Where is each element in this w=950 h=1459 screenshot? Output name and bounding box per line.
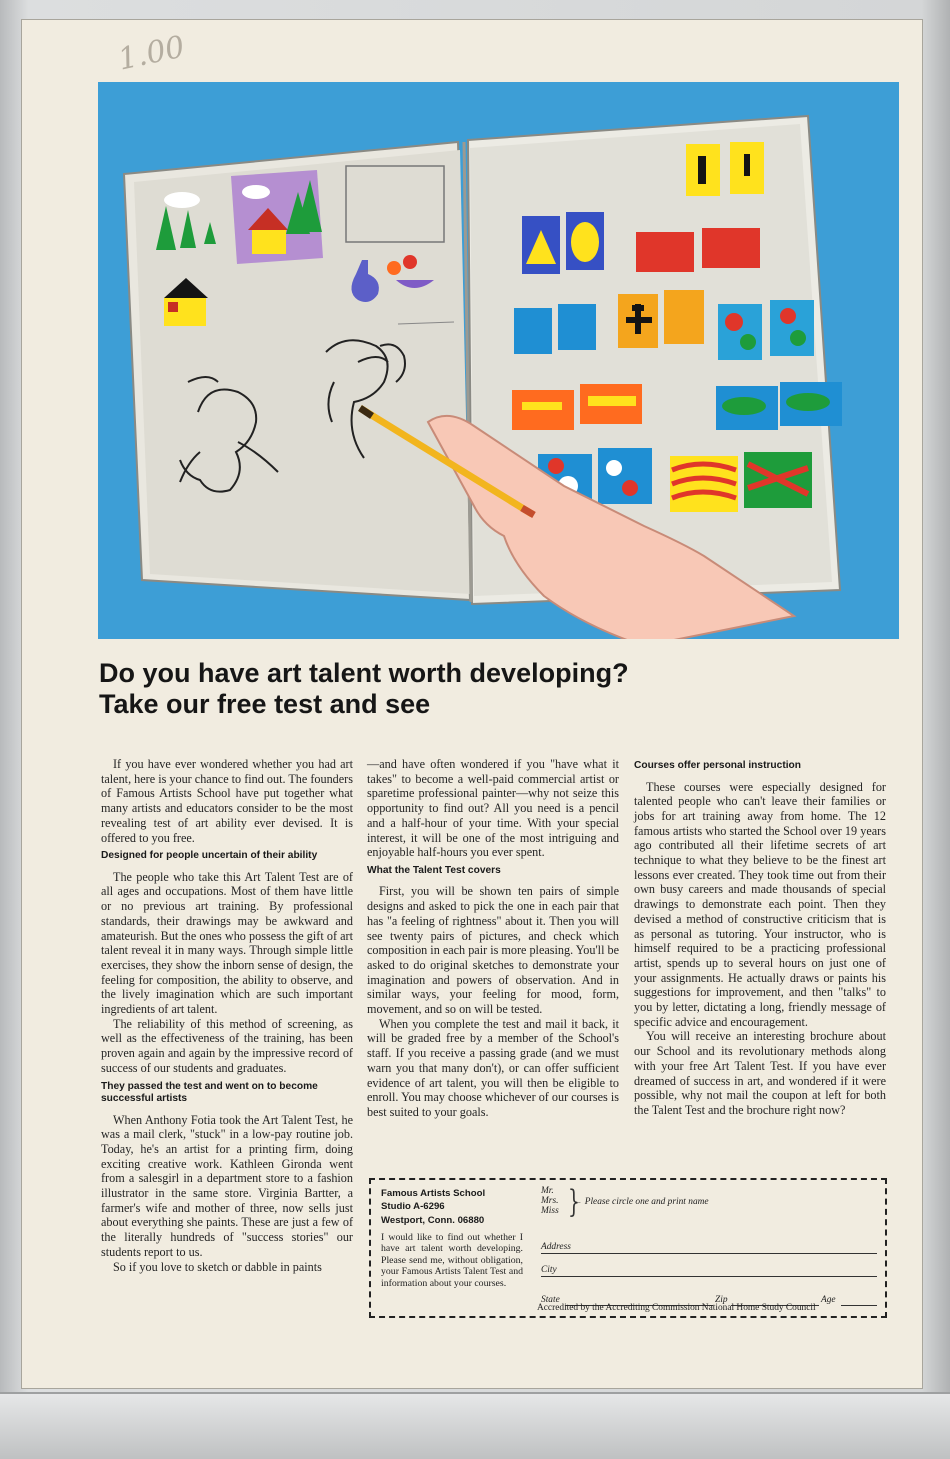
subheading: What the Talent Test covers: [367, 864, 501, 876]
title-miss: Miss: [541, 1206, 559, 1216]
title-mr: Mr.: [541, 1186, 554, 1196]
paragraph: The reliability of this method of screening, as well as the effectiveness of the training, has been proven again and again by the impressive record of success of our students and graduates.: [101, 1016, 353, 1075]
subheading: Designed for people uncertain of their ability: [101, 850, 318, 862]
circle-instruction: ← Please circle one and print name: [573, 1197, 709, 1207]
brace-glyph: }: [567, 1184, 580, 1220]
state-label: State: [541, 1295, 560, 1305]
coupon-request-text: I would like to find out whether I have art talent worth developing. Please send me, without obligation, your Famous Artists Talent Test and information about your courses.: [381, 1232, 523, 1289]
body-column-3: [634, 757, 886, 1118]
city-label: City: [541, 1265, 560, 1275]
address-label: Address: [541, 1242, 574, 1252]
paragraph: When you complete the test and mail it back, it will be graded free by a member of the School's staff. If you receive a passing grade (and we must warn you that many don't), or can offer sufficient evidence of art talent, you will then be eligible to enroll. You may choose whichever of our courses is best suited to your goals.: [367, 1016, 619, 1119]
age-label: Age: [821, 1295, 836, 1305]
body-column-1: [101, 757, 353, 1274]
zip-label: Zip: [715, 1295, 728, 1305]
age-field: [841, 1305, 877, 1306]
paragraph: These courses were especially designed for talented people who can't leave their families or jobs for art training away from home. The 12 famous artists who started the School over 19 years ago contributed all their lifetime secrets of art technique to what they believe to be the finest art lessons ever created. They took time out from their own busy careers and made thousands of special drawings to demonstrate each point. Then they devised a method of constructive criticism that is as personal as tutoring. Your instructor, who is himself required to be a practicing professional artist, spends up to several hours on just one of your assignments. He actually draws or paints his suggestions for improvement, and then "talks" to you by letter, dictating a long, friendly message of specific advice and encouragement.: [634, 779, 886, 1029]
school-name: Famous Artists School: [381, 1188, 486, 1199]
art-test-illustration: [98, 82, 899, 639]
paragraph: —and have often wondered if you "have what it takes" to become a well-paid commercial artist or sparetime professional painter—why not seize this opportunity to find out? All you need is a pencil and a half-hour of your time. With your special interest, it will be one of the most intriguing and enjoyable half-hours you ever spent.: [367, 757, 619, 860]
paragraph: You will receive an interesting brochure about our School and its revolutionary methods along with your free Art Talent Test. If you have ever dreamed of success in art, and wondered if it were possible, why not mail the coupon at left for both the Talent Test and the brochure right now?: [634, 1029, 886, 1117]
studio-number: Studio A-6296: [381, 1201, 445, 1213]
body-column-2: [367, 757, 619, 1120]
open-test-booklet-drawing: [98, 82, 899, 639]
headline: [99, 658, 629, 720]
subheading: Courses offer personal instruction: [634, 760, 801, 771]
pencil-price-note: 1.00: [115, 29, 188, 78]
mail-in-coupon: [369, 1178, 887, 1318]
school-address: [381, 1187, 485, 1227]
city-field: [541, 1265, 877, 1277]
headline-line-2: Take our free test and see: [99, 689, 431, 719]
school-city: Westport, Conn. 06880: [381, 1214, 485, 1226]
title-options: [541, 1186, 559, 1216]
accreditation-note: Accredited by the Accrediting Commission National Home Study Council: [537, 1303, 816, 1313]
paragraph: If you have ever wondered whether you had art talent, here is your chance to find out. The founders of Famous Artists School have put together what many artists and educators consider to be the most revealing test of art ability ever devised. It is offered to you free.: [101, 757, 353, 845]
slab-case-bottom-edge: [0, 1392, 950, 1459]
paragraph: First, you will be shown ten pairs of simple designs and asked to pick the one in each pair that has "a feeling of rightness" about it. Then you will see twenty pairs of pictures, and check which composition in each pair is more pleasing. You'll be asked to do original sketches to demonstrate your imagination and powers of observation. And in similar ways, your feeling for mood, form, movement, and so on will be tested.: [367, 884, 620, 1017]
address-field: [541, 1242, 877, 1254]
paragraph: When Anthony Fotia took the Art Talent Test, he was a mail clerk, "stuck" in a low-pay routine job. Today, he's an artist for a printing firm, doing exciting creative work. Kathleen Gironda went from a salesgirl in a department store to a fashion illustrator in the same store. Virginia Bartter, a farmer's wife and mother of three, now sells just about everything she paints. These are just a few of the literally hundreds of "success stories" our students report to us.: [101, 1112, 353, 1259]
paragraph: So if you love to sketch or dabble in paints: [113, 1259, 322, 1274]
headline-line-1: Do you have art talent worth developing?: [99, 658, 629, 688]
subheading: They passed the test and went on to become successful artists: [101, 1080, 318, 1105]
title-mrs: Mrs.: [541, 1196, 559, 1206]
paragraph: The people who take this Art Talent Test are of all ages and occupations. Most of them have little or no previous art training. By professional standards, their drawings may be awkward and amateurish. But the ones who possess the gift of art talent reveal it in many ways. Through simple little exercises, they show the inborn sense of design, the feeling for composition, the ability to observe, and the lively imagination which are such important ingredients of art talent.: [101, 869, 353, 1017]
